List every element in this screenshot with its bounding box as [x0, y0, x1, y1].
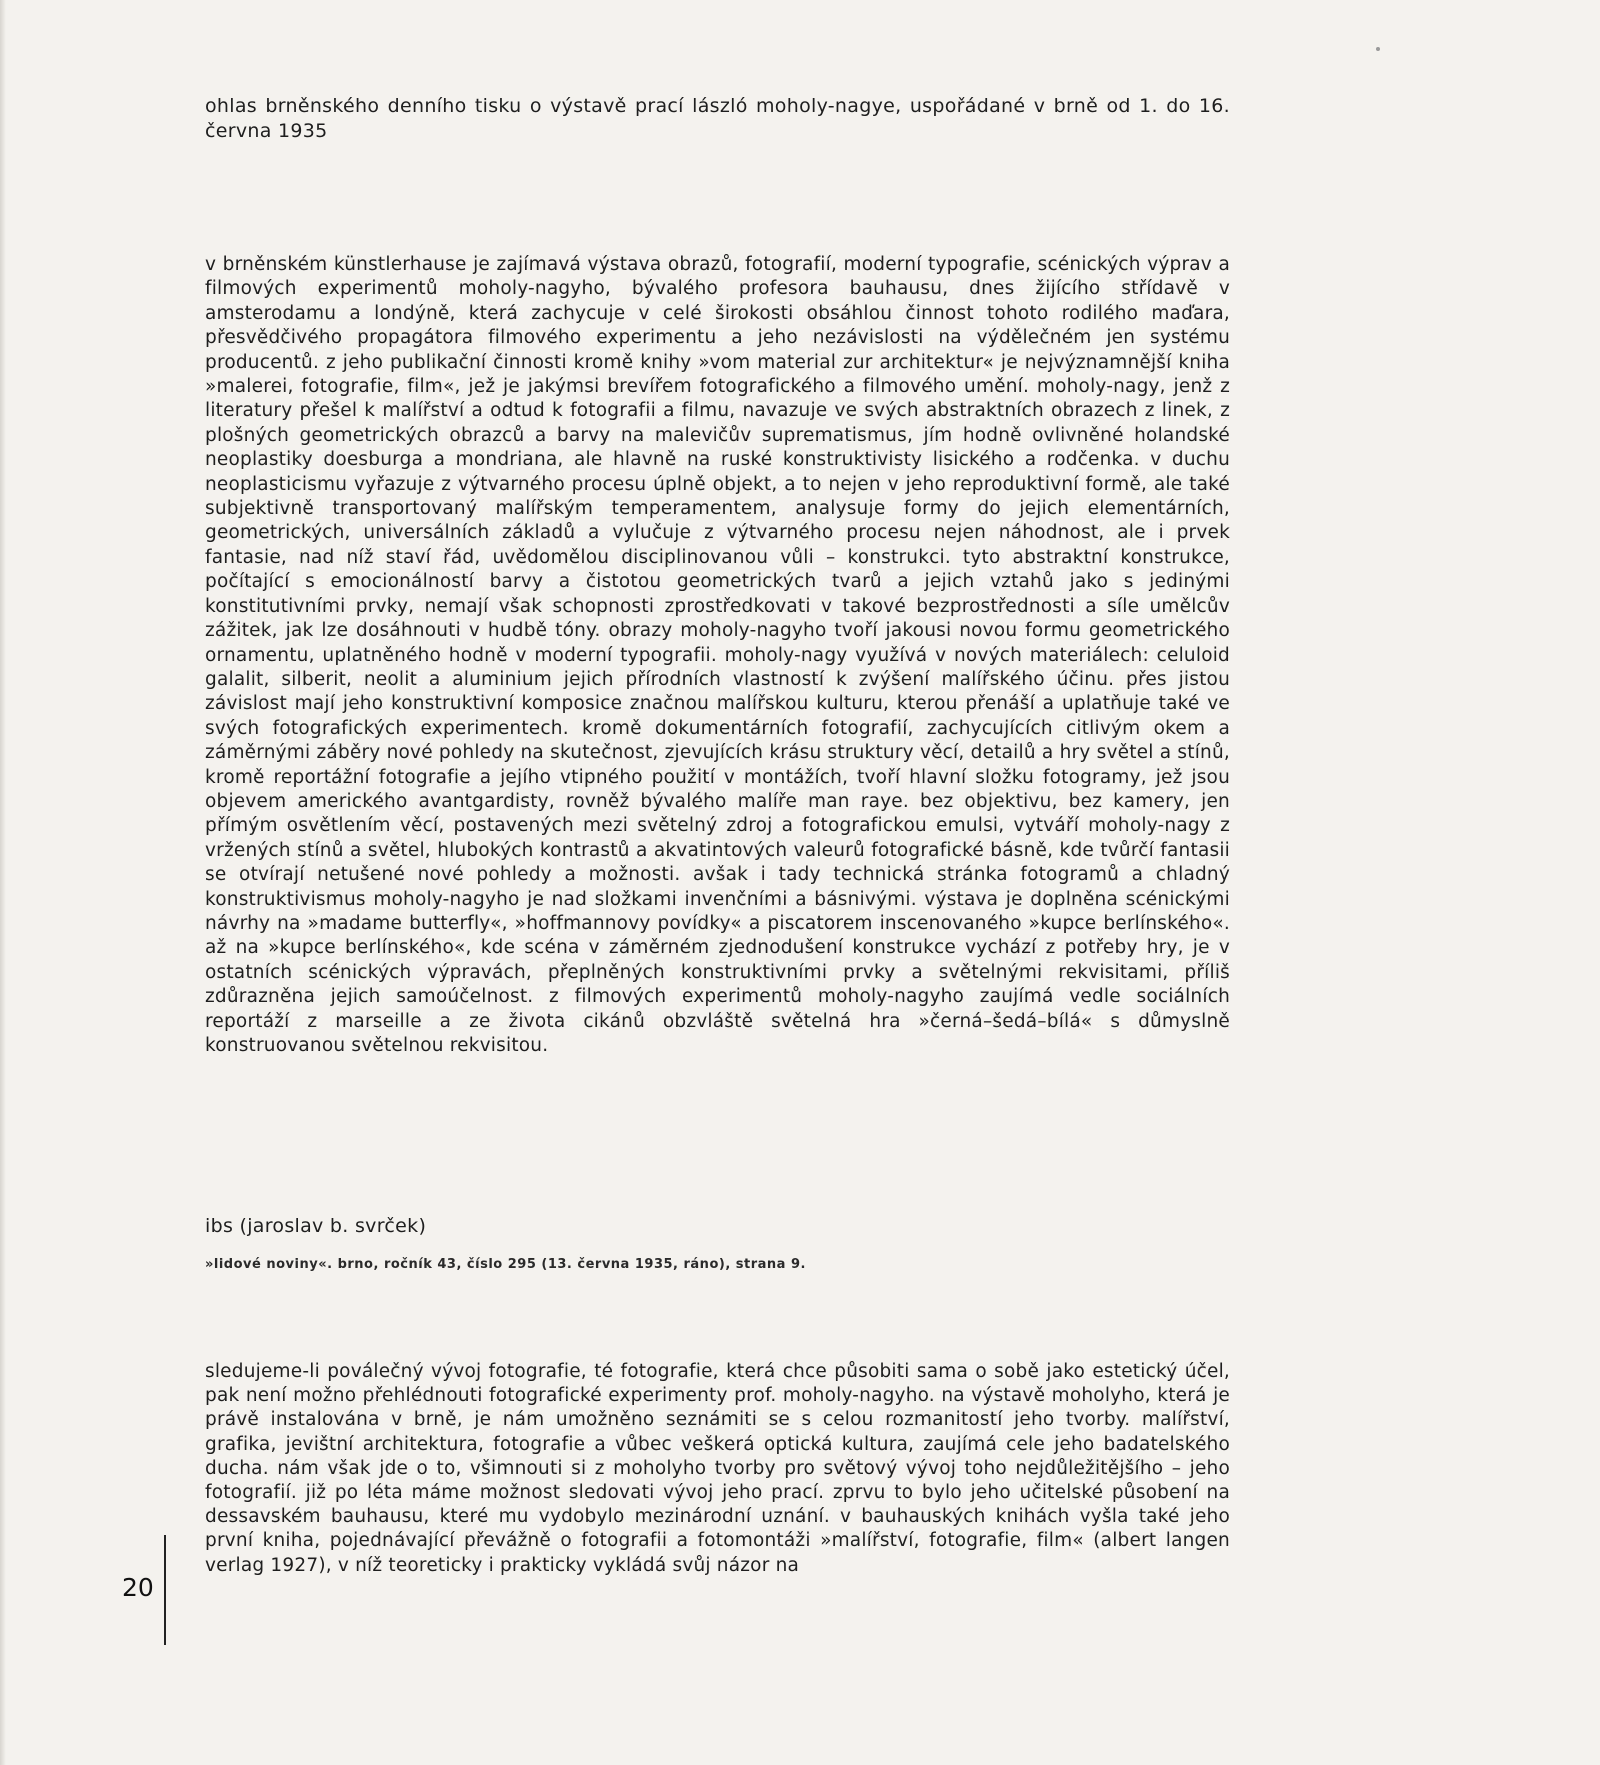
page-edge-shadow — [0, 0, 6, 1765]
article-2-body: sledujeme-li poválečný vývoj fotografie, té fotografie, která chce působiti sama o sobě jako estetický účel, pak není možno přehlédnouti fotografické experimenty prof. moholy-nagyho. na výstavě moholyho, která je právě instalována v brně, je nám umožněno seznámiti se s celou rozmanitostí jeho tvorby. malířství, grafika, jevištní architektura, fotografie a vůbec veškerá optická kultura, zaujímá cele jeho badatelského ducha. nám však jde o to, všimnouti si z moholyho tvorby pro světový vývoj toho nejdůležitějšího – jeho fotografií. již po léta máme možnost sledovati vývoj jeho prací. zprvu to bylo jeho učitelské působení na dessavském bauhausu, které mu vydobylo mezinárodní uznání. v bauhauských knihách vyšla také jeho první kniha, pojednávající převážně o fotografii a fotomontáži »malířství, fotografie, film« (albert langen verlag 1927), v níž teoreticky i prakticky vykládá svůj názor na — [205, 1361, 1230, 1576]
article-1-author: ibs (jaroslav b. svrček) — [205, 1215, 427, 1237]
margin-rule — [164, 1535, 166, 1645]
article-1-body: v brněnském künstlerhause je zajímavá výstava obrazů, fotografií, moderní typografie, scénických výprav a filmových experimentů moholy-nagyho, bývalého profesora bauhausu, dnes žijícího střídavě v amsterodamu a londýně, která zachycuje v celé širokosti obsáhlou činnost tohoto rodilého maďara, přesvědčivého propagátora filmového experimentu a jeho nezávislosti na výdělečném jen systému producentů. z jeho publikační činnosti kromě knihy »vom material zur architektur« je nejvýznamnější kniha »malerei, fotografie, film«, jež je jakýmsi brevířem fotografického a filmového umění. moholy-nagy, jenž z literatury přešel k malířství a odtud k fotografii a filmu, navazuje ve svých abstraktních obrazech z linek, z plošných geometrických obrazců a barvy na malevičův suprematismus, jím hodně ovlivněné holandské neoplastiky doesburga a mondriana, ale hlavně na ruské konstruktivisty lisického a rodčenka. v duchu neoplasticismu vyřazuje z výtvarného procesu úplně objekt, a to nejen v jeho reproduktivní formě, ale také subjektivně transportovaný malířským temperamentem, analysuje formy do jejich elementárních, geometrických, universálních základů a vylučuje z výtvarného procesu nejen náhodnost, ale i prvek fantasie, nad níž staví řád, uvědomělou disciplinovanou vůli – konstrukci. tyto abstraktní konstrukce, počítající s emocionálností barvy a čistotou geometrických tvarů a jejich vztahů jako s jedinými konstitutivními prvky, nemají však schopnosti zprostředkovati v takové bezprostřednosti a síle umělcův zážitek, jak lze dosáhnouti v hudbě tóny. obrazy moholy-nagyho tvoří jakousi novou formu geometrického ornamentu, uplatněného hodně v moderní typografii. moholy-nagy využívá v nových materiálech: celuloid galalit, silberit, neolit a aluminium jejich přírodních vlastností k zvýšení malířského účinu. přes jistou závislost mají jeho konstruktivní komposice značnou malířskou kulturu, kterou přenáší a uplatňuje také ve svých fotografických experimentech. kromě dokumentárních fotografií, zachycujících citlivým okem a záměrnými záběry nové pohledy na skutečnost, zjevujících krásu struktury věcí, detailů a hry světel a stínů, kromě reportážní fotografie a jejího vtipného použití v montážích, tvoří hlavní složku fotogramy, jež jsou objevem amerického avantgardisty, rovněž bývalého malíře man raye. bez objektivu, bez kamery, jen přímým osvětlením věcí, postavených mezi světelný zdroj a fotografickou emulsi, vytváří moholy-nagy z vržených stínů a světel, hlubokých kontrastů a akvatintových valeurů fotografické básně, kde tvůrčí fantasii se otvírají netušené nové pohledy a možnosti. avšak i tady technická stránka fotogramů a chladný konstruktivismus moholy-nagyho je nad složkami invenčními a básnivými. výstava je doplněna scénickými návrhy na »madame butterfly«, »hoffmannovy povídky« a piscatorem inscenovaného »kupce berlínského«. až na »kupce berlínského«, kde scéna v záměrném zjednodušení konstrukce vychází z potřeby hry, je v ostatních scénických výpravách, přeplněných konstruktivními prvky a světelnými rekvisitami, příliš zdůrazněna jejich samoúčelnost. z filmových experimentů moholy-nagyho zaujímá vedle sociálních reportáží z marseille a ze života cikánů obzvláště světelná hra »černá–šedá–bílá« s důmyslně konstruovanou světelnou rekvisitou. — [205, 254, 1230, 1056]
print-speck — [1376, 47, 1380, 51]
article-1-citation: »lidové noviny«. brno, ročník 43, číslo 295 (13. června 1935, ráno), strana 9. — [205, 1257, 806, 1272]
document-heading: ohlas brněnského denního tisku o výstavě prací lászló moholy-nagye, uspořádané v brně od 1. do 16. června 1935 — [205, 95, 1230, 142]
page-number: 20 — [122, 1573, 154, 1602]
